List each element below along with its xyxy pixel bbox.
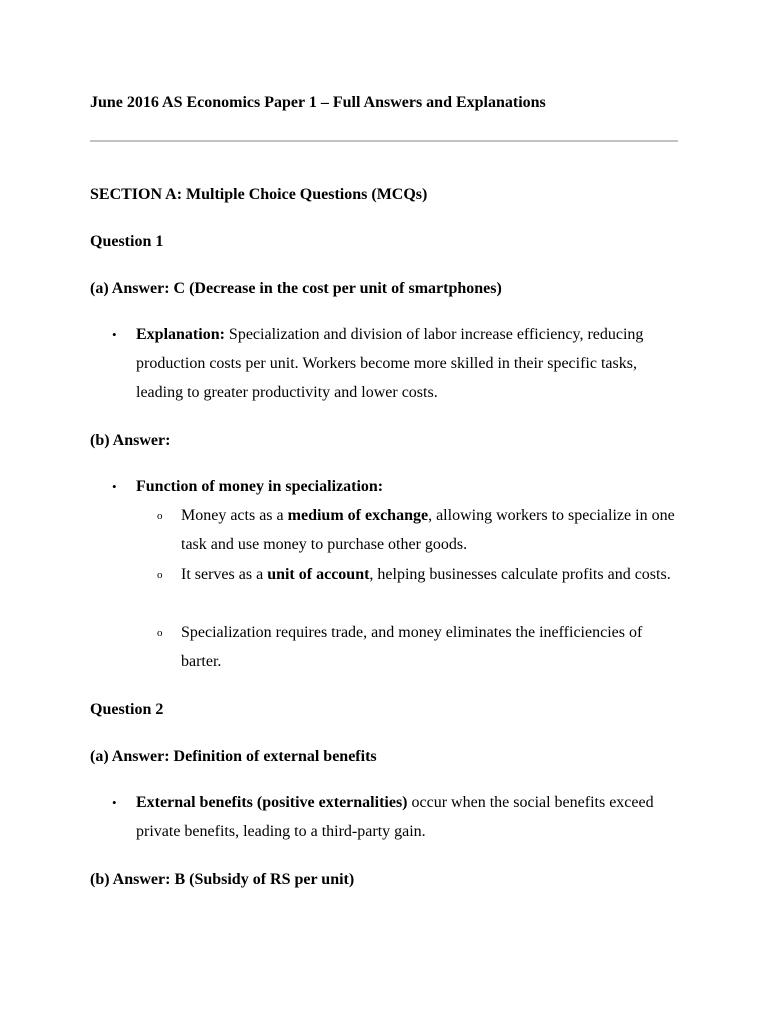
sub-item-text-pre: Specialization requires trade, and money eliminates the inefficiencies of barter.	[181, 624, 643, 670]
money-function-item	[112, 472, 681, 501]
sub-item-text-post: , allowing workers to specialize in one task and use money to purchase other goods.	[181, 507, 675, 553]
question-2b-answer-heading: (b) Answer: B (Subsidy of RS per unit)	[90, 871, 355, 888]
question-2-heading: Question 2	[90, 701, 164, 718]
external-benefits-label: External benefits (positive externalities)	[136, 794, 408, 811]
external-benefits-text: occur when the social benefits exceed private benefits, leading to a third-party gain.	[136, 794, 654, 840]
money-function-label: Function of money in specialization:	[136, 478, 384, 495]
sub-item-text-post: , helping businesses calculate profits and costs.	[369, 566, 671, 583]
question-1b-answer-heading: (b) Answer:	[90, 432, 171, 449]
sub-item-text-pre: It serves as a	[181, 566, 268, 583]
horizontal-rule	[90, 140, 678, 142]
sub-bullet-marker: o	[157, 510, 163, 522]
bullet-marker: •	[112, 327, 117, 342]
question-2a-answer-heading: (a) Answer: Definition of external benefits	[90, 748, 377, 765]
sub-item-unit-of-account	[157, 560, 681, 589]
explanation-label: Explanation:	[136, 326, 225, 343]
sub-item-text-bold: unit of account	[267, 566, 370, 583]
sub-bullet-marker: o	[157, 627, 163, 639]
sub-item-text-pre: Money acts as a	[181, 507, 288, 524]
sub-item-text-bold: medium of exchange	[287, 507, 429, 524]
sub-item-barter	[157, 618, 681, 676]
bullet-marker: •	[112, 795, 117, 810]
question-1-heading: Question 1	[90, 233, 164, 250]
document-title: June 2016 AS Economics Paper 1 – Full Answers and Explanations	[90, 94, 546, 111]
sub-item-medium-of-exchange	[157, 501, 681, 559]
section-heading: SECTION A: Multiple Choice Questions (MCQs)	[90, 186, 428, 203]
question-1a-explanation-item	[112, 320, 681, 407]
question-1a-answer-heading: (a) Answer: C (Decrease in the cost per unit of smartphones)	[90, 280, 502, 297]
bullet-marker: •	[112, 479, 117, 494]
sub-bullet-marker: o	[157, 569, 163, 581]
explanation-text: Specialization and division of labor increase efficiency, reducing production costs per unit. Workers become more skilled in their specific tasks, leading to greater productivity and lower costs.	[136, 326, 644, 401]
question-2a-definition-item	[112, 788, 681, 846]
